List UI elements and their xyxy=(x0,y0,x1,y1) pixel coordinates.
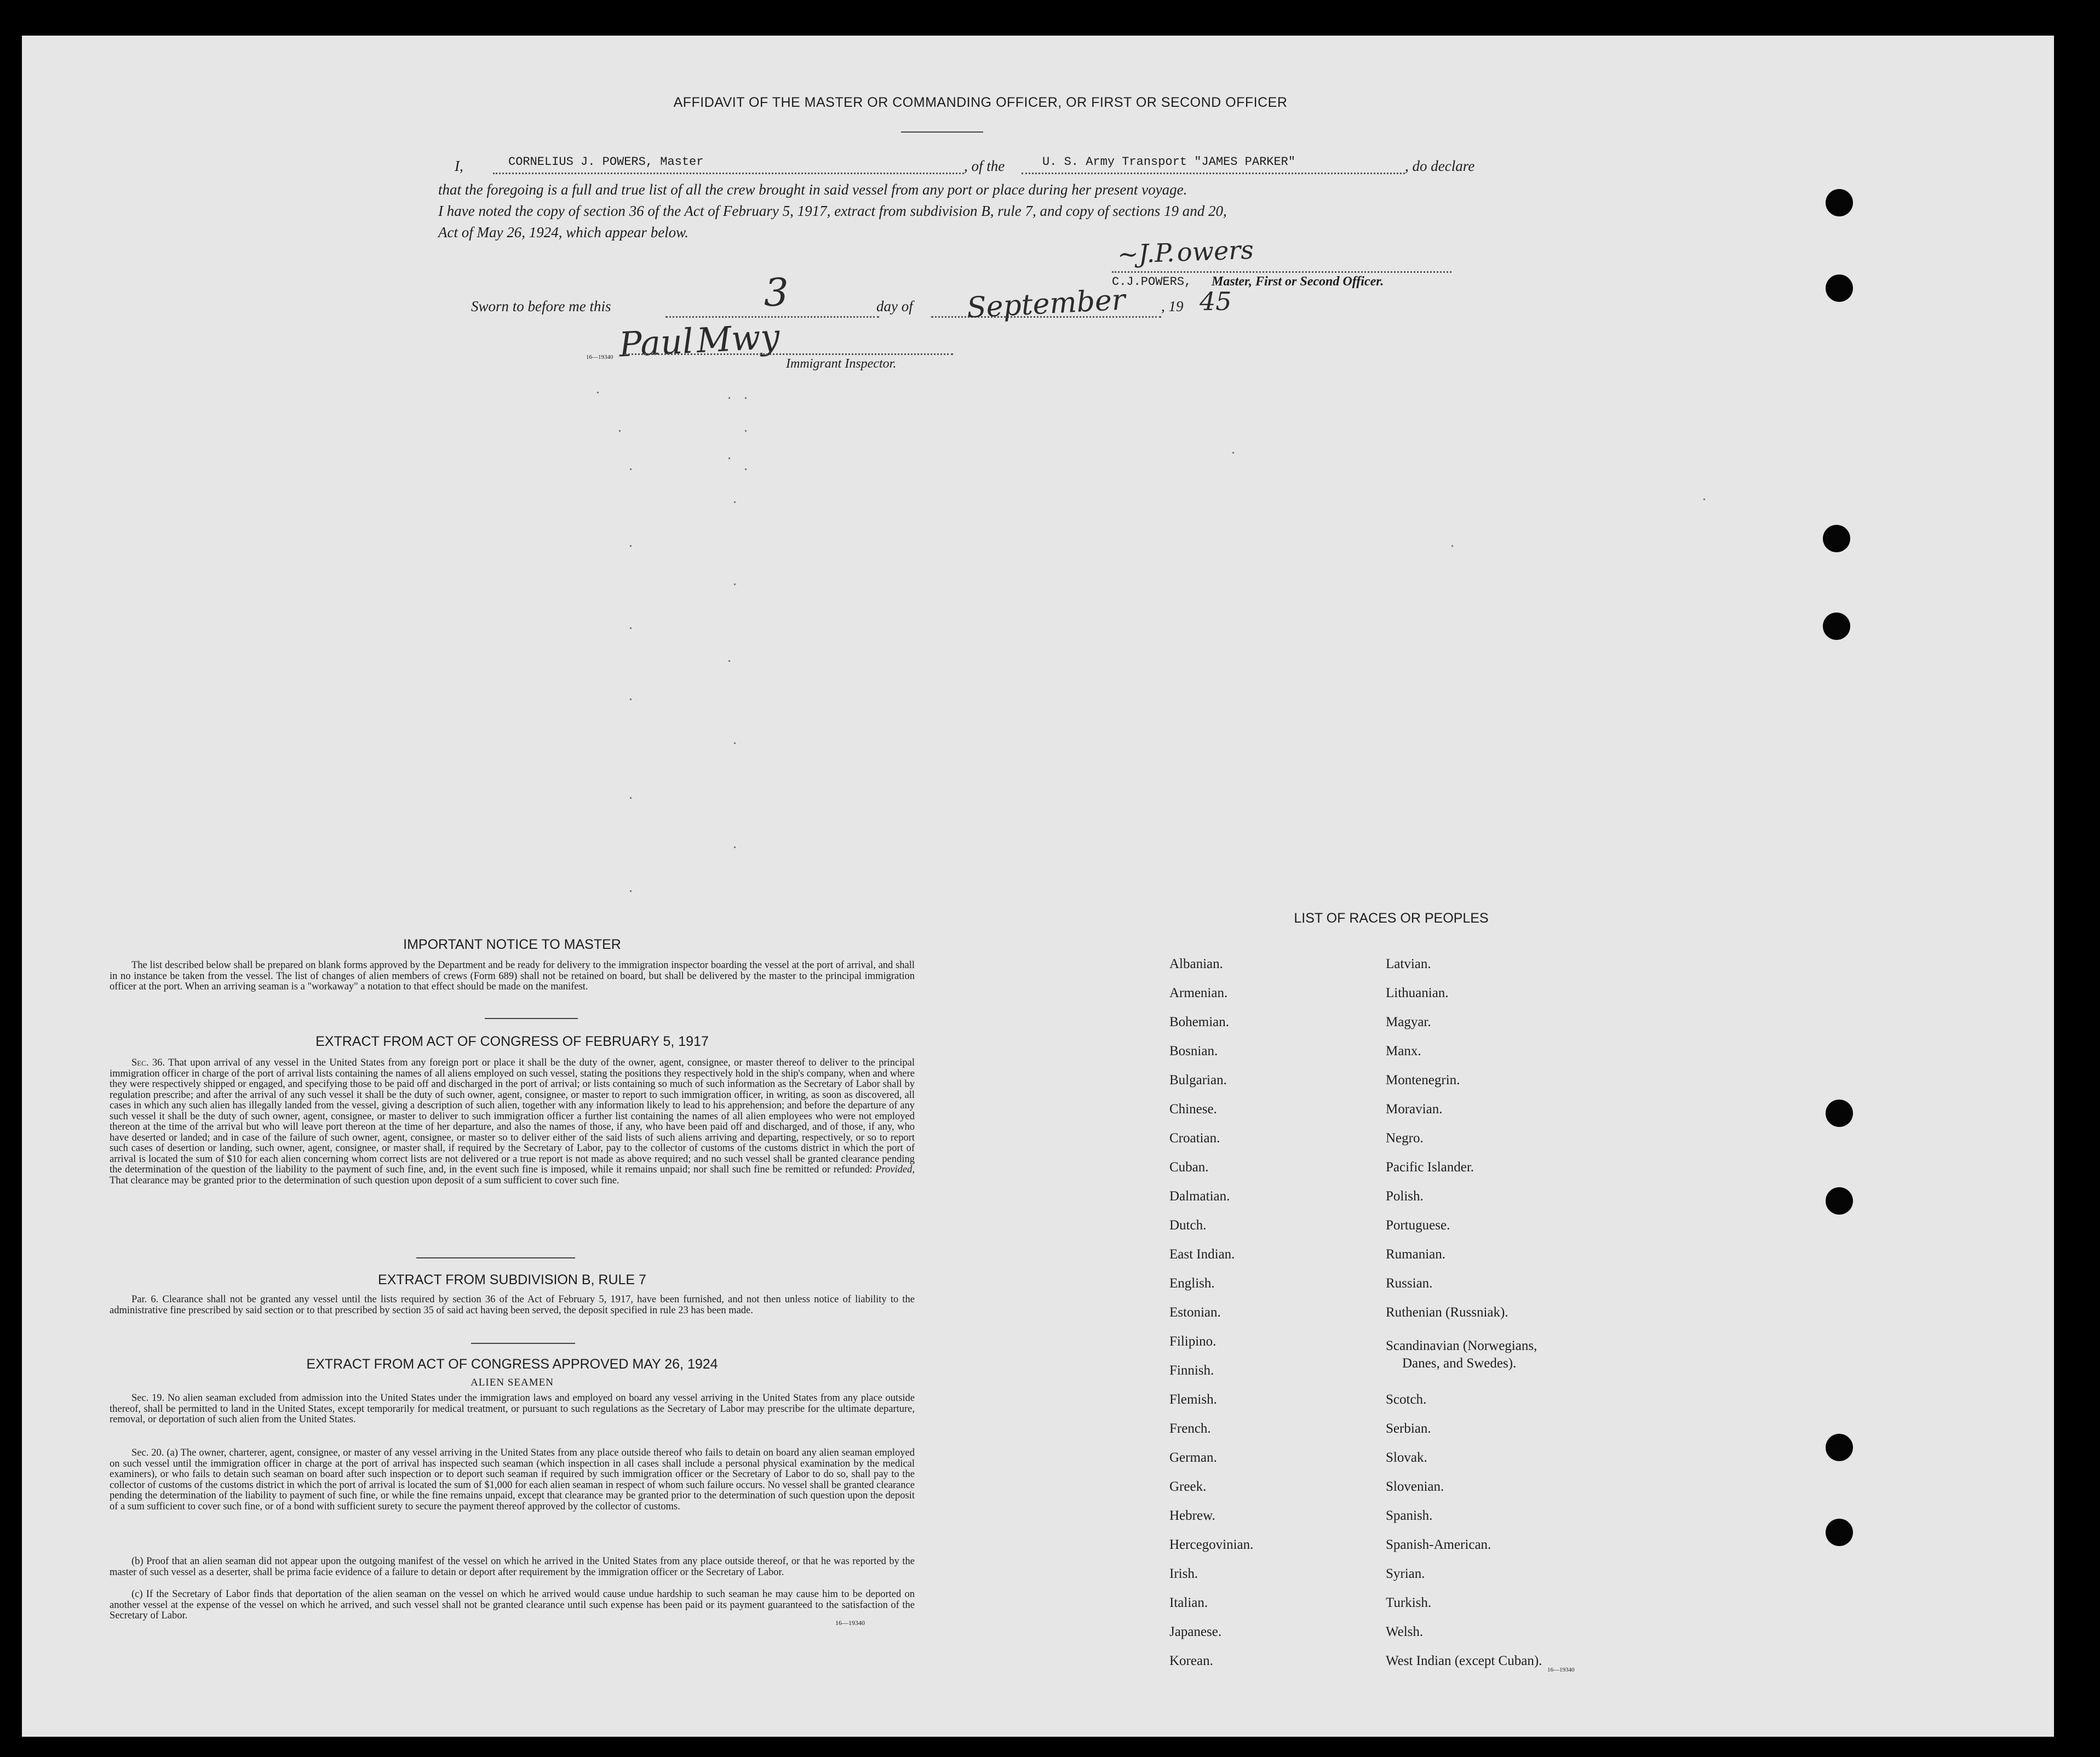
punch-hole xyxy=(1826,274,1853,302)
race-item: Japanese. xyxy=(1169,1624,1222,1639)
race-item: Filipino. xyxy=(1169,1334,1217,1349)
master-name-line xyxy=(493,155,964,174)
extract-1917-body xyxy=(110,1058,915,1186)
race-item: Bulgarian. xyxy=(1169,1073,1227,1088)
race-item: Flemish. xyxy=(1169,1392,1217,1407)
year-prefix: , 19 xyxy=(1161,298,1184,314)
inspector-signature: Paul Mwy xyxy=(618,316,781,365)
race-item: English. xyxy=(1169,1276,1215,1291)
master-name: CORNELIUS J. POWERS, Master xyxy=(508,155,704,169)
sworn-day: 3 xyxy=(764,270,789,315)
punch-hole xyxy=(1823,613,1850,640)
race-item: Hebrew. xyxy=(1169,1508,1215,1523)
sec36-text-end: That clearance may be granted prior to the determination of such question upon deposit of a sum sufficient to cover such fine. xyxy=(110,1175,619,1186)
form-number: 16—19340 xyxy=(835,1619,865,1627)
race-item: Magyar. xyxy=(1386,1015,1431,1029)
inspector-signature-line xyxy=(624,353,953,355)
race-item: Turkish. xyxy=(1386,1595,1432,1610)
race-item: Russian. xyxy=(1386,1276,1433,1291)
races-form-number: 16—19340 xyxy=(1547,1667,1575,1673)
race-item: Portuguese. xyxy=(1386,1218,1450,1233)
race-item: Cuban. xyxy=(1169,1160,1209,1175)
race-item: Pacific Islander. xyxy=(1386,1160,1474,1175)
of-the-label: , of the xyxy=(964,158,1005,174)
do-declare-label: , do declare xyxy=(1405,158,1475,174)
race-item: Dutch. xyxy=(1169,1218,1207,1233)
officer-signature-line xyxy=(1112,271,1451,273)
day-of-label: day of xyxy=(876,298,913,314)
sworn-label: Sworn to before me this xyxy=(471,298,611,314)
race-item: Manx. xyxy=(1386,1044,1421,1058)
race-item: Rumanian. xyxy=(1386,1247,1446,1262)
race-item: Armenian. xyxy=(1169,986,1228,1000)
divider xyxy=(485,1018,578,1019)
race-item: Welsh. xyxy=(1386,1624,1424,1639)
extract-rule7-text: Par. 6. Clearance shall not be granted any vessel until the lists required by section 36 of the Act of February 5, 1917, have been furnished, and not then unless notice of liability to the administrative fine prescribed by said section or to that prescribed by section 35 of said act having been served, the deposit specified in rule 23 has been made. xyxy=(110,1294,915,1316)
document-page xyxy=(22,36,2054,1737)
provided-label: Provided, xyxy=(875,1164,915,1175)
race-item: Chinese. xyxy=(1169,1102,1217,1117)
notice-text: The list described below shall be prepared on blank forms approved by the Department and be ready for delivery to the immigration inspector boarding the vessel at the port of arrival, and shall in no instance be taken from the vessel. The list of changes of alien members of crews (Form 689) shall not be retained on board, but shall be delivered by the master to the principal immigration officer at the port. When an arriving seaman is a "workaway" a notation to that effect should be made on the manifest. xyxy=(110,960,915,992)
divider xyxy=(471,1343,575,1344)
race-item: Croatian. xyxy=(1169,1131,1220,1146)
race-item: Polish. xyxy=(1386,1189,1424,1204)
sec36-label: Sec. 36. xyxy=(131,1057,165,1068)
punch-hole xyxy=(1826,189,1853,216)
race-item: Serbian. xyxy=(1386,1421,1431,1436)
sworn-day-line xyxy=(665,270,879,318)
punch-hole xyxy=(1826,1434,1853,1461)
race-item: Ruthenian (Russniak). xyxy=(1386,1305,1508,1320)
form-number-small: 16—19340 xyxy=(586,354,613,360)
race-item: German. xyxy=(1169,1450,1217,1465)
race-item: Latvian. xyxy=(1386,957,1431,971)
officer-title: Master, First or Second Officer. xyxy=(1212,274,1384,289)
race-item: Moravian. xyxy=(1386,1102,1443,1117)
sworn-month: September xyxy=(966,283,1126,325)
race-item: Spanish-American. xyxy=(1386,1537,1491,1552)
affidavit-line-4: Act of May 26, 1924, which appear below. xyxy=(438,224,688,241)
year-suffix: 45 xyxy=(1200,287,1232,316)
sec19-text: Sec. 19. No alien seaman excluded from admission into the United States under the immigration laws and employed on board any vessel arriving in the United States from any place outside thereof, shall be permitted to land in the United States, except temporarily for medical treatment, or pursuant to such regulations as the Secretary of Labor may prescribe for the ultimate departure, removal, or deportation of such alien from the United States. xyxy=(110,1393,915,1425)
race-item: Spanish. xyxy=(1386,1508,1433,1523)
race-item: Danes, and Swedes). xyxy=(1402,1356,1517,1371)
race-item: Scotch. xyxy=(1386,1392,1427,1407)
race-item: Greek. xyxy=(1169,1479,1207,1494)
races-heading: LIST OF RACES OR PEOPLES xyxy=(1294,911,1489,926)
race-item: Scandinavian (Norwegians, xyxy=(1386,1338,1537,1353)
sec20c-text: (c) If the Secretary of Labor finds that deportation of the alien seaman on the vessel on which he arrived would cause undue hardship to such seaman he may cause him to be deported on another vessel at the expense of the vessel on which he arrived, and such vessel shall not be granted clearance until such expense has been paid or its payment guaranteed to the satisfaction of the Secretary of Labor. xyxy=(110,1589,915,1621)
vessel-name-line xyxy=(1022,155,1405,174)
sec20b-text: (b) Proof that an alien seaman did not appear upon the outgoing manifest of the vessel on which he arrived in the United States from any place outside thereof, or that he was reported by the master of such vessel as a deserter, shall be prima facie evidence of a failure to detain or deport after requirement by the immigration officer or the Secretary of Labor. xyxy=(110,1556,915,1578)
race-item: East Indian. xyxy=(1169,1247,1235,1262)
race-item: Bohemian. xyxy=(1169,1015,1230,1029)
title-rule xyxy=(901,131,983,133)
race-item: Bosnian. xyxy=(1169,1044,1218,1058)
race-item: Slovenian. xyxy=(1386,1479,1444,1494)
punch-hole xyxy=(1826,1100,1853,1127)
officer-signature: ~J.P. owers xyxy=(1117,234,1254,270)
inspector-title: Immigrant Inspector. xyxy=(786,357,897,371)
race-item: French. xyxy=(1169,1421,1211,1436)
vessel-name: U. S. Army Transport "JAMES PARKER" xyxy=(1042,155,1296,169)
sec36-text: That upon arrival of any vessel in the United States from any foreign port or place it shall be the duty of the owner, agent, consignee, or master thereof to deliver to the principal immigration officer in charge of the port of arrival lists containing the names of all aliens employed on such vessel, stating the positions they respectively hold in the ship's company, when and where they were respectively shipped or engaged, and specifying those to be paid off and discharged in the port of arrival; or lists containing so much of such information as the Secretary of Labor shall by regulation prescribe; and after the arrival of any such vessel it shall be the duty of such owner, agent, consignee, or master to report to such immigration officer, in writing, as soon as discovered, all cases in which any such alien has illegally landed from the vessel, giving a description of such alien, together with any information likely to lead to his apprehension; and before the departure of any such vessel it shall be the duty of such owner, agent, consignee, or master to deliver to such immigration officer a further list containing the names of all alien employees who were not employed thereon at the time of the arrival but who will leave port thereon at the time of her departure, and also the names of those, if any, who have been paid off and discharged, and of those, if any, who have deserted or landed; and in case of the failure of such owner, agent, consignee, or master so to deliver either of the said lists of such aliens arriving and departing, respectively, or so to report such cases of desertion or landing, such owner, agent, consignee, or master shall, if required by the Secretary of Labor, pay to the collector of customs of the customs district in which the port of arrival is located the sum of $10 for each alien concerning whom correct lists are not delivered or a true report is not made as above required; and no such vessel shall be granted clearance pending the determination of the question of the liability to the payment of such fine, and, in the event such fine is imposed, while it remains unpaid; nor shall such fine be remitted or refunded: xyxy=(110,1057,915,1175)
race-item: Slovak. xyxy=(1386,1450,1427,1465)
affidavit-line-2: that the foregoing is a full and true list of all the crew brought in said vessel from any port or place during her present voyage. xyxy=(438,181,1187,198)
race-item: Albanian. xyxy=(1169,957,1223,971)
race-item: Korean. xyxy=(1169,1653,1213,1668)
i-label: I, xyxy=(455,158,463,174)
extract-1917-heading: EXTRACT FROM ACT OF CONGRESS OF FEBRUARY 5, 1917 xyxy=(315,1034,709,1049)
punch-hole xyxy=(1826,1187,1853,1215)
race-item: Lithuanian. xyxy=(1386,986,1449,1000)
affidavit-line-3: I have noted the copy of section 36 of the Act of February 5, 1917, extract from subdivision B, rule 7, and copy of sections 19 and 20, xyxy=(438,203,1227,219)
race-item: Estonian. xyxy=(1169,1305,1221,1320)
affidavit-title: AFFIDAVIT OF THE MASTER OR COMMANDING OFFICER, OR FIRST OR SECOND OFFICER xyxy=(673,95,1288,110)
punch-hole xyxy=(1823,525,1850,552)
race-item: Negro. xyxy=(1386,1131,1424,1146)
notice-heading: IMPORTANT NOTICE TO MASTER xyxy=(403,937,621,952)
officer-typed-name: C.J.POWERS, xyxy=(1112,275,1192,289)
race-item: Finnish. xyxy=(1169,1363,1214,1378)
race-item: Italian. xyxy=(1169,1595,1208,1610)
race-item: Montenegrin. xyxy=(1386,1073,1460,1088)
divider xyxy=(416,1257,575,1258)
punch-hole xyxy=(1826,1519,1853,1546)
race-item: West Indian (except Cuban). xyxy=(1386,1653,1542,1668)
extract-1924-heading: EXTRACT FROM ACT OF CONGRESS APPROVED MAY 26, 1924 xyxy=(306,1357,718,1372)
race-item: Irish. xyxy=(1169,1566,1198,1581)
race-item: Hercegovinian. xyxy=(1169,1537,1254,1552)
sworn-month-line xyxy=(931,283,1161,325)
sec20a-text: Sec. 20. (a) The owner, charterer, agent, consignee, or master of any vessel arriving in the United States from any place outside thereof who fails to detain on board any alien seaman employed on such vessel until the immigration officer in charge at the port of arrival has inspected such seaman (which inspection in all cases shall include a personal physical examination by the medical examiners), or who fails to detain such seaman on board after such inspection or to deport such seaman if required by such immigration officer or the Secretary of Labor to do so, shall pay to the collector of customs of the customs district in which the port of arrival is located the sum of $1,000 for each alien seaman in respect of whom such failure occurs. No vessel shall be granted clearance pending the determination of the liability to payment of such fine, or while the fine remains unpaid, except that clearance may be granted prior to the determination of such question upon the deposit of a sum sufficient to cover such fine, or of a bond with sufficient surety to secure the payment thereof approved by the collector of customs. xyxy=(110,1447,915,1512)
race-item: Dalmatian. xyxy=(1169,1189,1230,1204)
race-item: Syrian. xyxy=(1386,1566,1425,1581)
alien-seamen-subheading: ALIEN SEAMEN xyxy=(471,1377,554,1388)
extract-rule7-heading: EXTRACT FROM SUBDIVISION B, RULE 7 xyxy=(378,1272,646,1287)
